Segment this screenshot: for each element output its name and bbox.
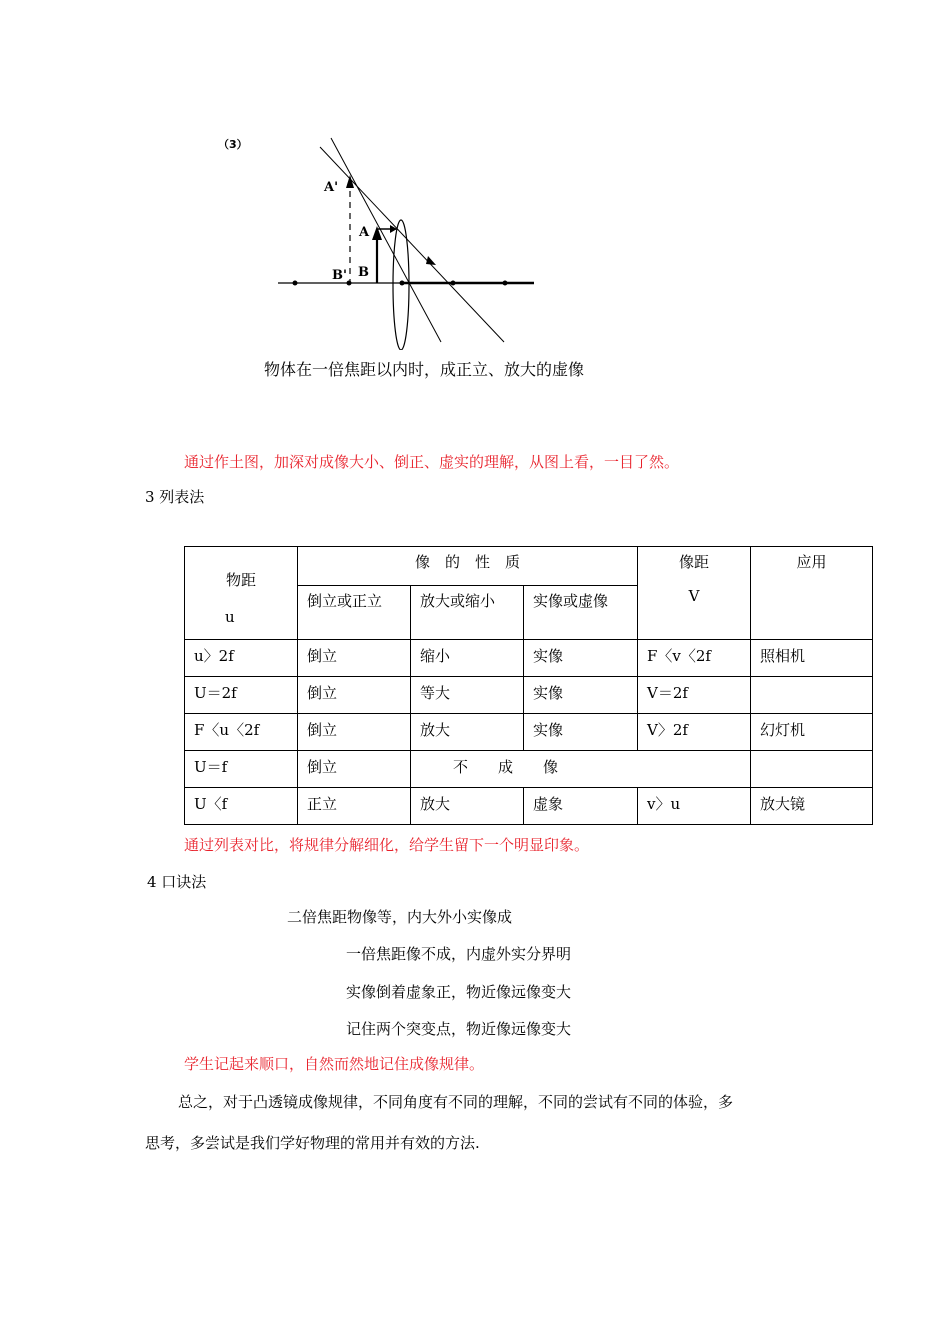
label-a-prime: A' (324, 180, 339, 195)
mnemonic-line: 实像倒着虚象正，物近像远像变大 (346, 983, 572, 1001)
cell-application: 放大镜 (751, 788, 873, 825)
header-object-distance-symbol: u (225, 608, 235, 626)
object-arrowhead (372, 226, 382, 240)
table-row (185, 714, 873, 751)
lens-ray-diagram (200, 130, 560, 350)
header-application (751, 547, 873, 640)
table-row (185, 677, 873, 714)
header-image-nature-label: 像 的 性 质 (414, 553, 520, 571)
cell-object-distance: F〈u〈2f (185, 714, 298, 751)
cell-application: 幻灯机 (751, 714, 873, 751)
cell-orientation: 倒立 (298, 640, 411, 677)
cell-no-image: 不 成 像 (411, 751, 751, 788)
header-orientation: 倒立或正立 (298, 586, 411, 640)
cell-real-virtual: 实像 (524, 677, 638, 714)
focal-point-right-f (451, 281, 456, 286)
focal-point-left-2f (293, 281, 298, 286)
section-title-table-method: 3 列表法 (145, 488, 205, 506)
cell-size: 缩小 (411, 640, 524, 677)
section-title-mnemonic-method: 4 口诀法 (147, 873, 207, 891)
mnemonic-line: 二倍焦距物像等，内大外小实像成 (287, 908, 513, 926)
header-size: 放大或缩小 (411, 586, 524, 640)
cell-orientation: 倒立 (298, 677, 411, 714)
cell-object-distance: U＝f (185, 751, 298, 788)
table-row (185, 751, 873, 788)
cell-real-virtual: 实像 (524, 714, 638, 751)
ray-through-center (331, 138, 441, 342)
header-object-distance (185, 547, 298, 640)
label-b: B (358, 265, 369, 280)
note-diagram: 通过作土图，加深对成像大小、倒正、虚实的理解，从图上看，一目了然。 (184, 453, 680, 471)
cell-application (751, 677, 873, 714)
cell-application (751, 751, 873, 788)
focal-point-left-f (347, 281, 352, 286)
header-image-distance-symbol: V (688, 587, 700, 605)
diagram-caption: 物体在一倍焦距以内时，成正立、放大的虚像 (264, 360, 585, 379)
table-row (185, 788, 873, 825)
table-row (185, 640, 873, 677)
cell-application: 照相机 (751, 640, 873, 677)
header-object-distance-label: 物距 (225, 571, 256, 589)
header-image-nature (298, 547, 638, 586)
cell-real-virtual: 实像 (524, 640, 638, 677)
cell-object-distance: U＝2f (185, 677, 298, 714)
cell-image-distance: V〉2f (638, 714, 751, 751)
header-image-distance-label: 像距 (678, 553, 709, 571)
header-real-virtual: 实像或虚像 (524, 586, 638, 640)
lens-imaging-table (184, 546, 873, 825)
cell-object-distance: u〉2f (185, 640, 298, 677)
cell-orientation: 正立 (298, 788, 411, 825)
conclusion-line-1: 总之，对于凸透镜成像规律，不同角度有不同的理解，不同的尝试有不同的体验，多 (178, 1093, 734, 1111)
label-a: A (359, 225, 370, 240)
cell-object-distance: U〈f (185, 788, 298, 825)
label-b-prime: B' (332, 268, 347, 283)
note-mnemonic: 学生记起来顺口，自然而然地记住成像规律。 (184, 1055, 485, 1073)
cell-image-distance: F〈v〈2f (638, 640, 751, 677)
header-application-label: 应用 (796, 553, 827, 571)
optical-center (400, 281, 405, 286)
cell-orientation: 倒立 (298, 751, 411, 788)
cell-size: 放大 (411, 788, 524, 825)
cell-image-distance: V＝2f (638, 677, 751, 714)
mnemonic-line: 一倍焦距像不成，内虚外实分界明 (346, 945, 572, 963)
cell-real-virtual: 虚象 (524, 788, 638, 825)
ray-arrow-refracted (426, 256, 436, 265)
conclusion-line-2: 思考，多尝试是我们学好物理的常用并有效的方法. (145, 1134, 480, 1152)
mnemonic-line: 记住两个突变点，物近像远像变大 (346, 1020, 572, 1038)
ray-through-focus (320, 147, 504, 342)
cell-image-distance: v〉u (638, 788, 751, 825)
focal-point-right-2f (503, 281, 508, 286)
note-table: 通过列表对比，将规律分解细化，给学生留下一个明显印象。 (184, 836, 590, 854)
cell-size: 放大 (411, 714, 524, 751)
cell-orientation: 倒立 (298, 714, 411, 751)
header-image-distance (638, 547, 751, 640)
cell-size: 等大 (411, 677, 524, 714)
figure-number-label: （3） (218, 138, 248, 151)
